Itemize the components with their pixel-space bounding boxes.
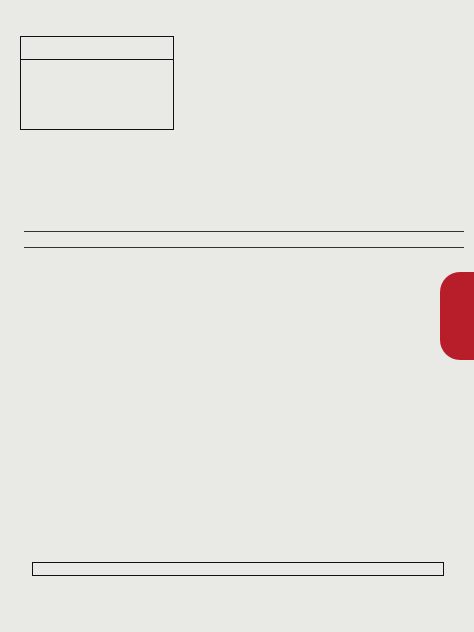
english-version-note (32, 562, 444, 576)
booklet-number-box (20, 36, 174, 130)
divider-middle (24, 247, 464, 248)
divider-top (24, 231, 464, 232)
seal-sticker (440, 272, 474, 360)
booklet-box-divider (21, 59, 173, 60)
